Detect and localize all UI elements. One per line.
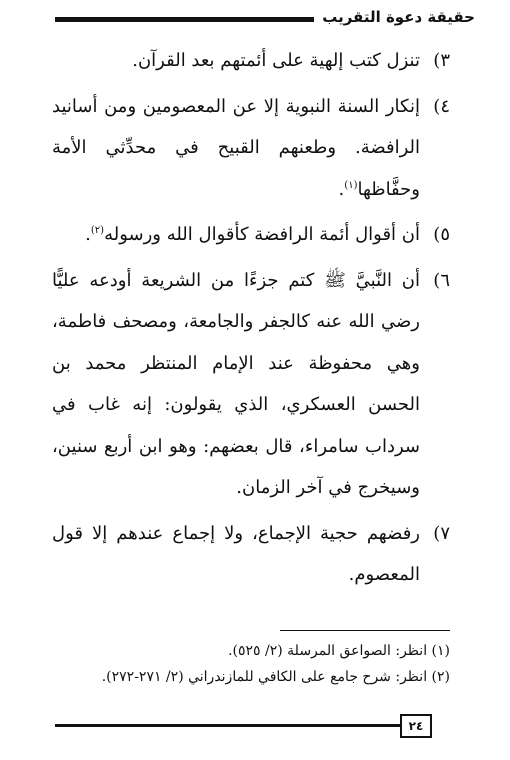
item-number: ٣) (433, 50, 450, 71)
list-item (52, 214, 450, 256)
item-text (52, 86, 420, 211)
main-text (52, 40, 450, 600)
item-text-body: إنكار السنة النبوية إلا عن المعصومين ومن أسانيد الرافضة. وطعنهم القبيح في محدِّثي الأمة وحفَّاظها (52, 95, 420, 200)
footer-rule (55, 724, 405, 727)
item-text-tail: . (338, 178, 345, 200)
footnote: (١) انظر: الصواعق المرسلة (٢/ ٥٢٥). (228, 643, 450, 659)
header-title: حقيقة دعوة التقريب (314, 6, 475, 28)
item-text-body: أن أقوال أئمة الرافضة كأقوال الله ورسوله (104, 224, 420, 245)
footnote: (٢) انظر: شرح جامع على الكافي للمازندراني (٢/ ٢٧١-٢٧٢). (101, 669, 450, 685)
item-text (52, 214, 420, 256)
footnotes (52, 638, 450, 690)
list-item (52, 40, 450, 82)
list-item (52, 513, 450, 596)
page-number: ٢٤ (400, 714, 432, 738)
item-number: ٥) (433, 224, 450, 245)
running-header (55, 6, 475, 34)
footnote-ref: (١) (344, 179, 358, 191)
item-text-tail: . (85, 224, 91, 245)
item-number: ٦) (433, 269, 450, 291)
item-number: ٧) (433, 522, 450, 544)
item-text: تنزل كتب إلهية على أئمتهم بعد القرآن. (132, 50, 420, 71)
list-item (52, 260, 450, 509)
list-item (52, 86, 450, 211)
footnote-separator (280, 630, 450, 631)
item-number: ٤) (433, 95, 450, 117)
footnote-ref: (٢) (90, 225, 105, 236)
item-text: رفضهم حجية الإجماع، ولا إجماع عندهم إلا قول المعصوم. (52, 522, 421, 585)
item-text: أن النَّبيَّ ﷺ كتم جزءًا من الشريعة أودعه عليًّا رضي الله عنه كالجفر والجامعة، ومصحف فاطمة، وهي محفوظة عند الإمام المنتظر محمد بن الحسن العسكري، الذي يقولون: إنه غاب في سرداب سامراء، قال بعضهم: وهو ابن أربع سنين، وسيخرج في آخر الزمان. (52, 269, 420, 498)
